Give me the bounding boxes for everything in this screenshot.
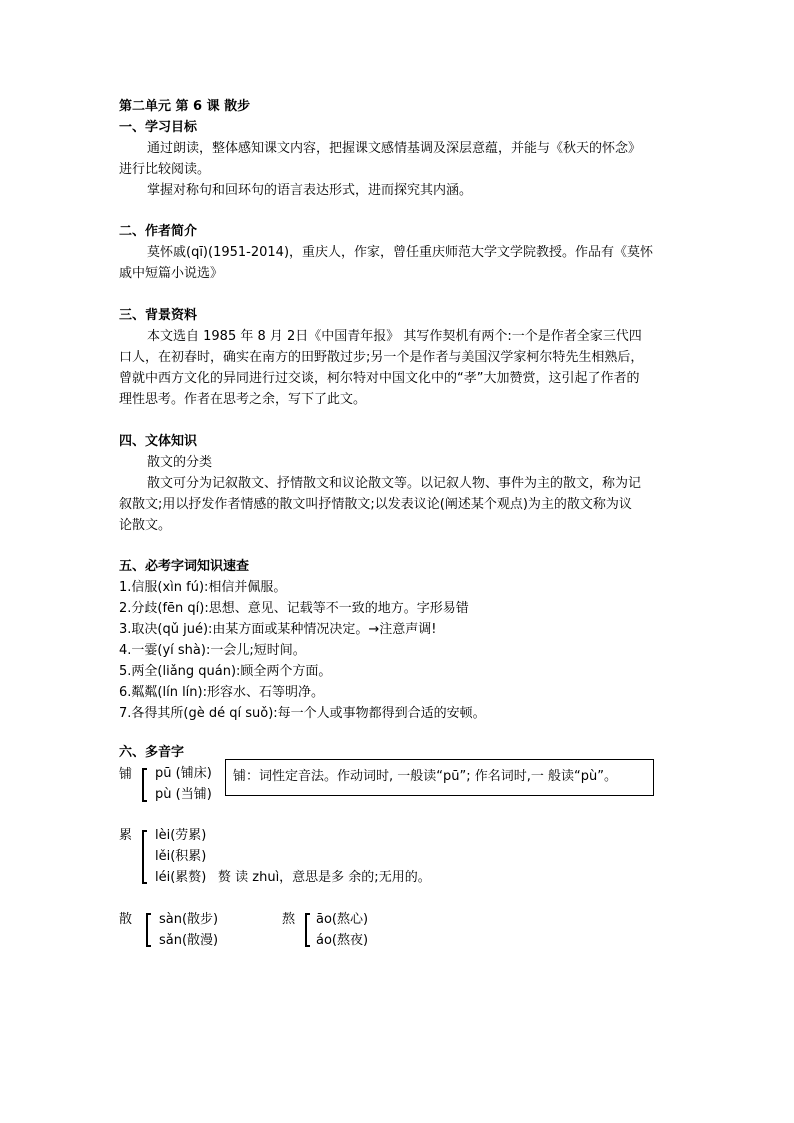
- polyphone-char-ao: 熬: [282, 912, 296, 927]
- reading-lei-3: léi(累赘): [155, 870, 207, 885]
- section-5-heading: 五、必考字词知识速查: [119, 559, 250, 574]
- vocab-item: 2.分歧(fēn qí):思想、意见、记载等不一致的地方。字形易错: [119, 601, 469, 616]
- section-4-subheading: 散文的分类: [147, 455, 213, 470]
- section-3-line-2: 口人，在初春时，确实在南方的田野散过步;另一个是作者与美国汉学家柯尔特先生相熟后，: [119, 350, 644, 365]
- section-3-line-4: 理性思考。作者在思考之余，写下了此文。: [119, 392, 367, 407]
- bracket-icon: [142, 830, 147, 884]
- section-6-heading: 六、多音字: [119, 745, 185, 760]
- polyphone-char-pu: 铺: [119, 767, 133, 782]
- section-4-heading: 四、文体知识: [119, 434, 198, 449]
- section-3-heading: 三、背景资料: [119, 308, 198, 323]
- reading-ao-2: áo(熬夜): [316, 933, 369, 948]
- section-4-line-1: 散文可分为记叙散文、抒情散文和议论散文等。以记叙人物、事件为主的散文，称为记: [147, 476, 642, 491]
- section-2-heading: 二、作者简介: [119, 224, 198, 239]
- section-1-para-2: 掌握对称句和回环句的语言表达形式，进而探究其内涵。: [147, 183, 473, 198]
- section-4-line-2: 叙散文;用以抒发作者情感的散文叫抒情散文;以发表议论(阐述某个观点)为主的散文称为议: [119, 497, 632, 512]
- reading-san-1: sàn(散步): [159, 912, 219, 927]
- section-4-line-3: 论散文。: [119, 518, 172, 533]
- vocab-item: 6.粼粼(lín lín):形容水、石等明净。: [119, 685, 324, 700]
- bracket-icon: [146, 913, 151, 947]
- vocab-item: 4.一霎(yí shà):一会儿;短时间。: [119, 643, 306, 658]
- reading-pu-2: pù (当铺): [155, 787, 212, 802]
- bracket-icon: [305, 913, 310, 947]
- note-box-text: 铺：词性定音法。作动词时, 一般读“pū”; 作名词时,一 般读“pù”。: [233, 769, 617, 784]
- vocab-item: 5.两全(liǎng quán):顾全两个方面。: [119, 664, 332, 679]
- reading-lei-3-note: 赘 读 zhuì，意思是多 余的;无用的。: [218, 870, 431, 885]
- section-1-para-1-line-2: 进行比较阅读。: [119, 162, 211, 177]
- bracket-icon: [142, 768, 147, 802]
- vocab-item: 7.各得其所(gè dé qí suǒ):每一个人或事物都得到合适的安顿。: [119, 706, 486, 721]
- reading-lei-2: lěi(积累): [155, 849, 207, 864]
- polyphone-char-lei: 累: [119, 828, 133, 843]
- reading-san-2: sǎn(散漫): [159, 933, 219, 948]
- polyphone-char-san: 散: [119, 912, 133, 927]
- reading-ao-1: āo(熬心): [316, 912, 369, 927]
- vocab-item: 1.信服(xìn fú):相信并佩服。: [119, 580, 287, 595]
- vocab-item: 3.取决(qǔ jué):由某方面或某种情况决定。→注意声调!: [119, 622, 437, 637]
- section-3-line-3: 曾就中西方文化的异同进行过交谈，柯尔特对中国文化中的“孝”大加赞赏，这引起了作者的: [119, 371, 640, 386]
- section-3-line-1: 本文选自 1985 年 8 月 2日《中国青年报》 其写作契机有两个:一个是作者全家三代四: [147, 329, 642, 344]
- section-1-heading: 一、学习目标: [119, 120, 198, 135]
- section-2-line-1: 莫怀戚(qī)(1951-2014)，重庆人，作家，曾任重庆师范大学文学院教授。作品有《莫怀: [147, 245, 654, 260]
- section-1-para-1-line-1: 通过朗读，整体感知课文内容，把握课文感情基调及深层意蕴，并能与《秋天的怀念》: [147, 141, 642, 156]
- reading-lei-1: lèi(劳累): [155, 828, 207, 843]
- reading-pu-1: pū (铺床): [155, 766, 212, 781]
- lesson-title: 第二单元 第 6 课 散步: [119, 99, 251, 114]
- section-2-line-2: 戚中短篇小说选》: [119, 266, 224, 281]
